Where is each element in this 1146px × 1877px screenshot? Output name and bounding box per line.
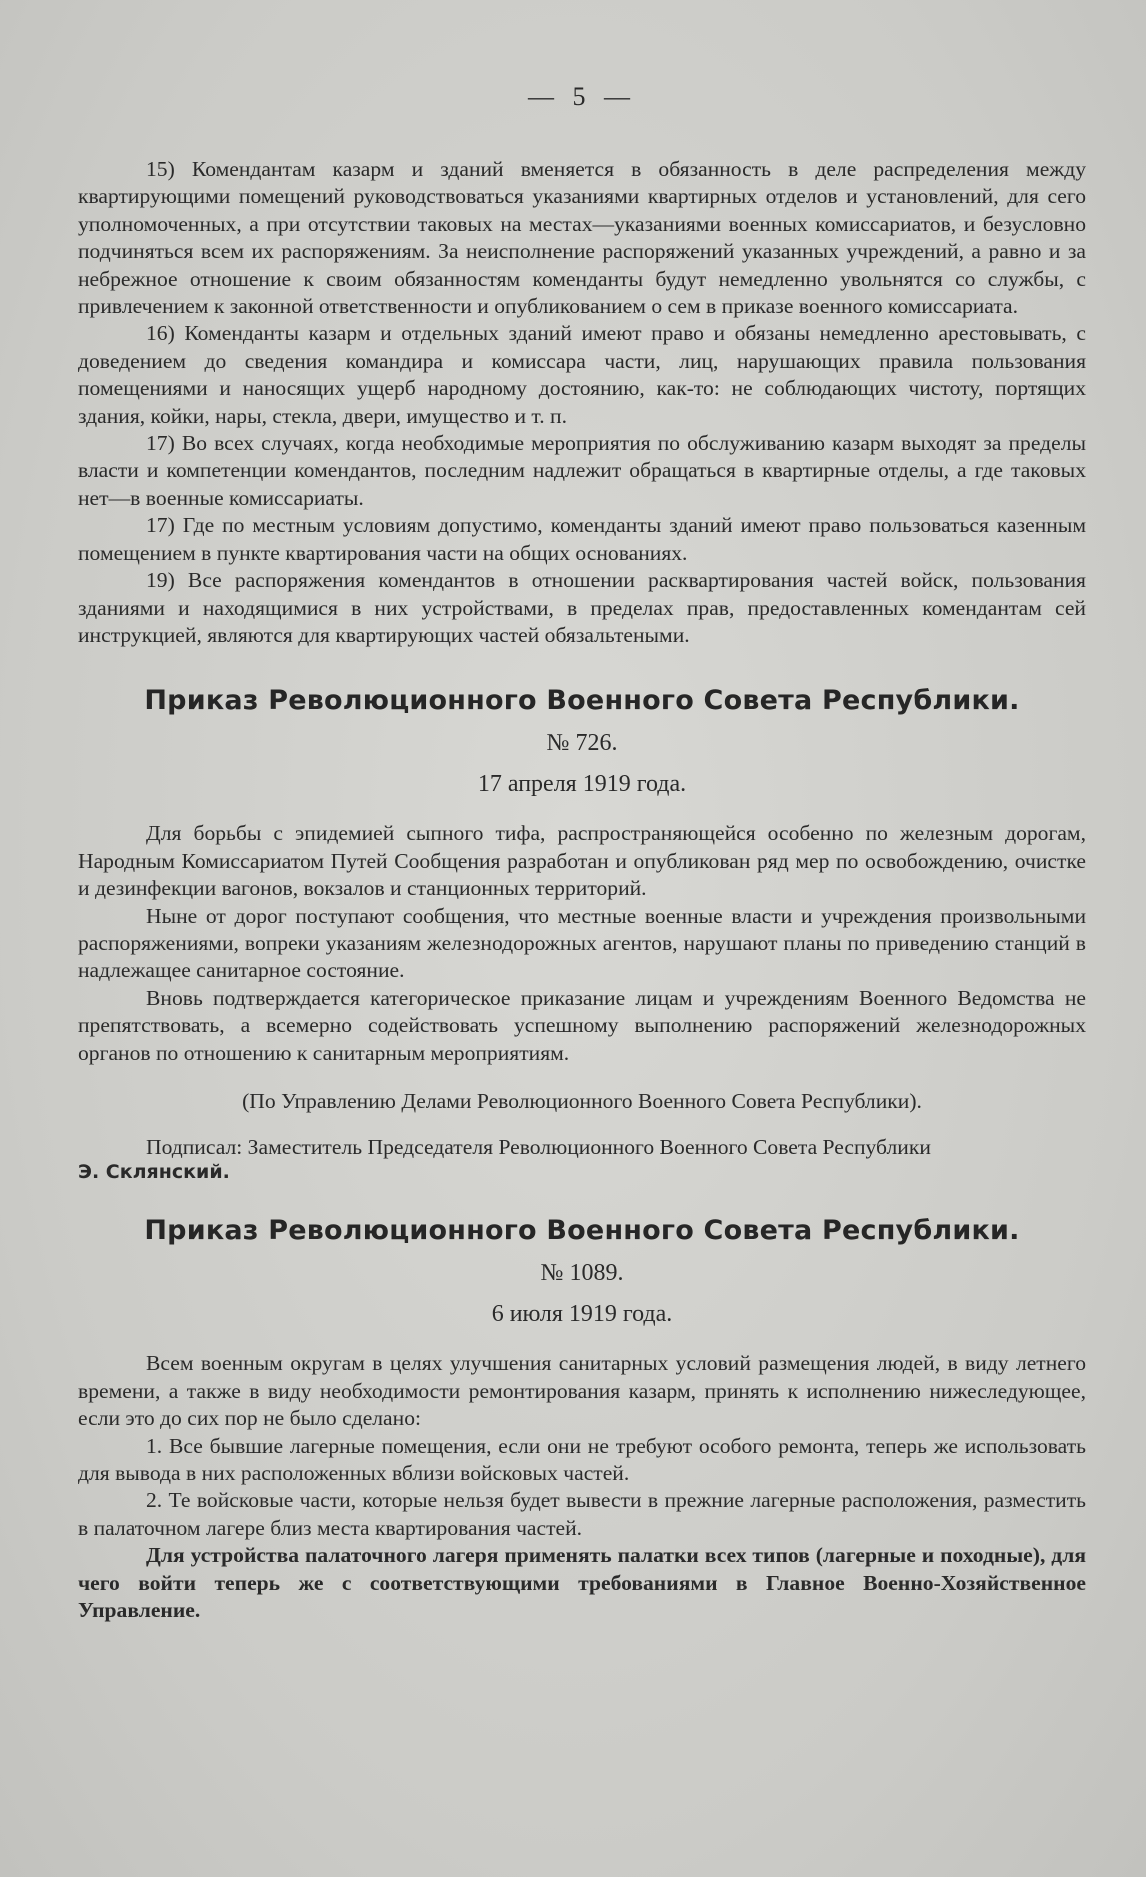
order-726-paragraph: Для борьбы с эпидемией сыпного тифа, распространяющейся особенно по железным дорогам, Народным Комиссариатом Путей Сообщения разработан и опубликован ряд мер по освобождению, очистке и дезинфекции вагонов, вокзалов и станционных территорий. (78, 821, 1086, 901)
order-726-number: № 726. (546, 730, 618, 757)
order-726-title: Приказ Революционного Военного Совета Республики. (144, 685, 1020, 717)
order-726-section (78, 685, 1086, 1183)
order-1089-paragraph: 1. Все бывшие лагерные помещения, если они не требуют особого ремонта, теперь же использовать для вывода в них расположенных вблизи войсковых частей. (78, 1433, 1086, 1485)
order-1089-section (78, 1215, 1086, 1624)
instruction-paragraph: 19) Все распоряжения комендантов в отношении расквартирования частей войск, пользования зданиями и находящимися в них устройствами, в пределах прав, предоставленных комендантам сей инструкцией, являются для квартирующих частей обязальтеными. (78, 568, 1086, 647)
order-1089-paragraph: 2. Те войсковые части, которые нельзя будет вывести в прежние лагерные расположения, разместить в палаточном лагере близ места квартирования частей. (78, 1488, 1086, 1540)
instruction-paragraph: 15) Комендантам казарм и зданий вменяется в обязанность в деле распределения между квартирующими помещений руководствоваться указаниями квартирных отделов и установлений, для сего уполномоченных, а при отсутствии таковых на местах—указаниями военных комиссариатов, и безусловно подчиняться всем их распоряжениям. За неисполнение распоряжений указанных учреждений, а равно и за небрежное отношение к своим обязанностям коменданты будут немедленно увольнятся со службы, с привлечением к законной ответственности и опубликованием о сем в приказе военного комиссариата. (78, 157, 1086, 319)
instruction-paragraph: 16) Коменданты казарм и отдельных зданий имеют право и обязаны немедленно арестовывать, с доведением до сведения командира и комиссара части, лиц, нарушающих правила пользования помещениями и наносящих ущерб народному достоянию, как-то: не соблюдающих чистоту, портящих здания, койки, нары, стекла, двери, имущество и т. п. (78, 321, 1086, 428)
order-1089-paragraph: Для устройства палаточного лагеря применять палатки всех типов (лагерные и походные), для чего войти теперь же с соответствующими требованиями в Главное Военно-Хозяйственное Управление. (78, 1543, 1086, 1623)
order-726-paragraph: Ныне от дорог поступают сообщения, что местные военные власти и учреждения произвольными распоряжениями, вопреки указаниям железнодорожных агентов, нарушают планы по приведению станций в надлежащее санитарное состояние. (78, 903, 1086, 983)
order-1089-date: 6 июля 1919 года. (491, 1301, 673, 1328)
instruction-paragraph: 17) Во всех случаях, когда необходимые мероприятия по обслуживанию казарм выходят за пределы власти и компетенции комендантов, последним надлежит обращаться в квартирные отделы, а где таковых нет—в военные комиссариаты. (78, 431, 1086, 510)
order-726-note: (По Управлению Делами Революционного Военного Совета Республики). (242, 1088, 922, 1113)
page-number: — 5 — (528, 82, 636, 111)
instruction-paragraph: 17) Где по местным условиям допустимо, коменданты зданий имеют право пользоваться казенным помещением в пункте квартирования части на общих основаниях. (78, 513, 1086, 565)
instruction-section (78, 156, 1086, 649)
order-1089-title: Приказ Революционного Военного Совета Республики. (144, 1215, 1020, 1247)
order-1089-paragraph: Всем военным округам в целях улучшения санитарных условий размещения людей, в виду летнего времени, а также в виду необходимости ремонтирования казарм, принять к исполнению нижеследующее, если это до сих пор не было сделано: (78, 1351, 1086, 1431)
order-726-date: 17 апреля 1919 года. (477, 771, 687, 798)
order-1089-number: № 1089. (540, 1260, 624, 1287)
order-726-paragraph: Вновь подтверждается категорическое приказание лицам и учреждениям Военного Ведомства не препятствовать, а всемерно содействовать успешному выполнению распоряжений железнодорожных органов по отношению к санитарным мероприятиям. (78, 985, 1086, 1065)
order-726-signed-line: Подписал: Заместитель Председателя Революционного Военного Совета Республики (146, 1134, 931, 1159)
order-726-signer: Э. Склянский. (78, 1161, 230, 1184)
